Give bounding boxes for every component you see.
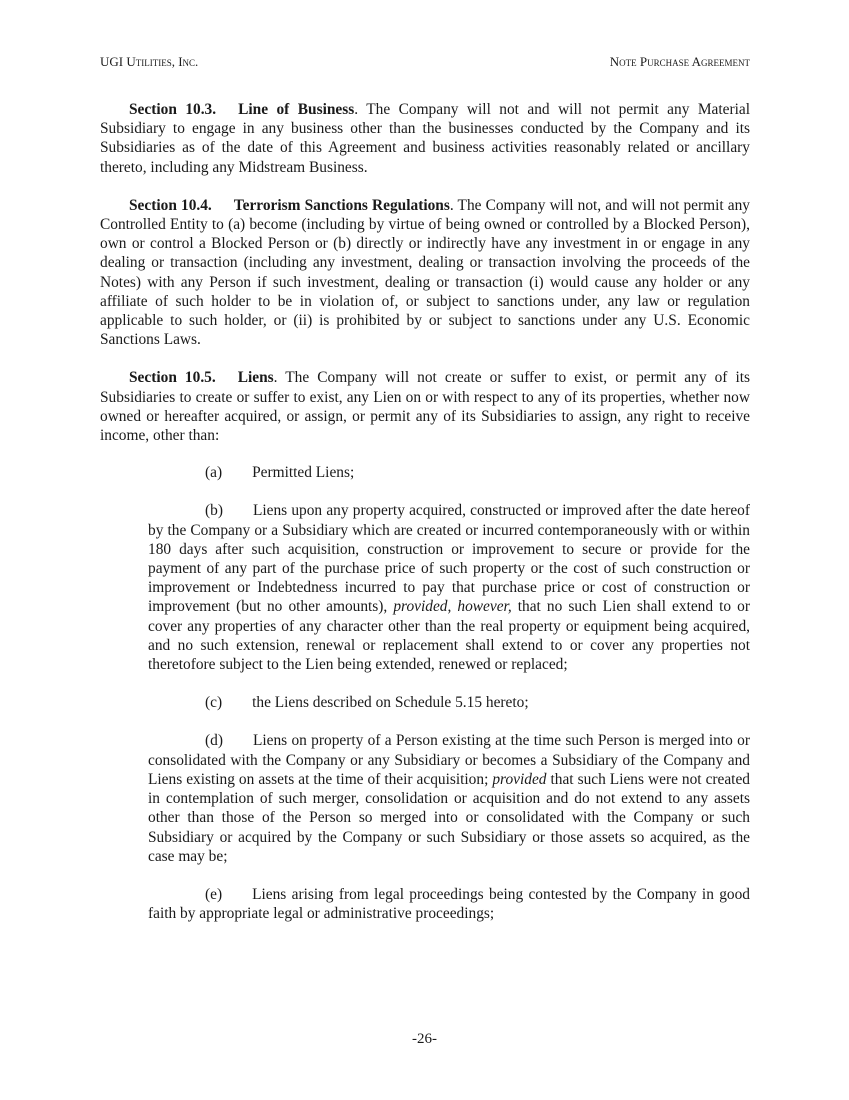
section-number: Section 10.4. bbox=[129, 196, 212, 214]
section-text: . The Company will not create or suffer to exist, or permit any of its Subsidiaries to create or suffer to exist, any Lien on or with respect to any of its properties, whether now owned or hereafter acquired, or assign, or permit any of its Subsidiaries to assign, any right to receive income, other than: bbox=[100, 369, 750, 445]
item-text-after: that no such Lien shall extend to or cover any properties of any character other than the real property or equipment being acquired, and no such extension, renewal or replacement shall extend to or cover any properties not theretofore subject to the Lien being extended, renewed or replaced; bbox=[148, 598, 750, 674]
item-label: (e) bbox=[205, 885, 223, 903]
section-title: Terrorism Sanctions Regulations bbox=[233, 196, 450, 214]
list-item bbox=[148, 501, 750, 674]
item-emphasis: provided, however, bbox=[393, 598, 512, 616]
item-text: Liens upon any property acquired, constructed or improved after the date hereof by the Company or a Subsidiary which are created or incurred contemporaneously with or within 180 days after such acquisition, construction or improvement to secure or provide for the payment of any part of the purchase price of such property or the cost of such construction or improvement or Indebtedness incurred to pay that purchase price or cost of construction or improvement (but no other amounts), bbox=[148, 502, 750, 616]
item-text: Liens on property of a Person existing at the time such Person is merged into or consolidated with the Company or any Subsidiary or becomes a Subsidiary of the Company and Liens existing on assets at the time of their acquisition; bbox=[148, 732, 750, 788]
list-item bbox=[148, 731, 750, 865]
item-label: (c) bbox=[205, 694, 223, 712]
header-company: UGI Utilities, Inc. bbox=[100, 54, 199, 69]
page-number: -26- bbox=[412, 1031, 437, 1047]
section-text: . The Company will not and will not permit any Material Subsidiary to engage in any business other than the businesses conducted by the Company and its Subsidiaries as of the date of this Agreement and business activities reasonably related or ancillary thereto, including any Midstream Business. bbox=[100, 101, 750, 176]
page-header bbox=[100, 52, 750, 72]
list-item bbox=[148, 885, 750, 923]
list-item bbox=[148, 463, 750, 482]
section-10-4 bbox=[100, 196, 750, 350]
section-title: Liens bbox=[237, 369, 274, 387]
item-text: Liens arising from legal proceedings being contested by the Company in good faith by appropriate legal or administrative proceedings; bbox=[148, 885, 750, 923]
section-text: . The Company will not, and will not permit any Controlled Entity to (a) become (including by virtue of being owned or controlled by a Blocked Person), own or control a Blocked Person or (b) directly or indirectly have any investment in or engage in any dealing or transaction (including any investment, dealing or transaction involving the proceeds of the Notes) with any Person if such investment, dealing or transaction (i) would cause any holder or any affiliate of such holder to be in violation of, or subject to sanctions under, any law or regulation applicable to such holder, or (ii) is prohibited by or subject to sanctions under any U.S. Economic Sanctions Laws. bbox=[100, 196, 750, 349]
item-emphasis: provided bbox=[492, 770, 547, 788]
section-title: Line of Business bbox=[238, 101, 355, 118]
section-number: Section 10.5. bbox=[129, 369, 216, 387]
lien-exceptions-list bbox=[100, 463, 750, 923]
item-text: Permitted Liens; bbox=[252, 464, 355, 482]
item-text-after: that such Liens were not created in contemplation of such merger, consolidation or acquisition and do not extend to any assets other than those of the Person so merged into or consolidated with the Company or such Subsidiary or acquired by the Company or such Subsidiary or those assets so acquired, as the case may be; bbox=[148, 770, 750, 865]
section-number: Section 10.3. bbox=[129, 101, 217, 118]
item-label: (d) bbox=[205, 732, 223, 750]
item-label: (b) bbox=[205, 502, 223, 520]
section-10-3 bbox=[100, 100, 750, 177]
document-body bbox=[100, 100, 750, 923]
header-document-title: Note Purchase Agreement bbox=[609, 54, 750, 69]
item-text: the Liens described on Schedule 5.15 hereto; bbox=[252, 694, 529, 712]
list-item bbox=[148, 693, 750, 712]
item-label: (a) bbox=[205, 464, 223, 482]
section-10-5 bbox=[100, 368, 750, 445]
